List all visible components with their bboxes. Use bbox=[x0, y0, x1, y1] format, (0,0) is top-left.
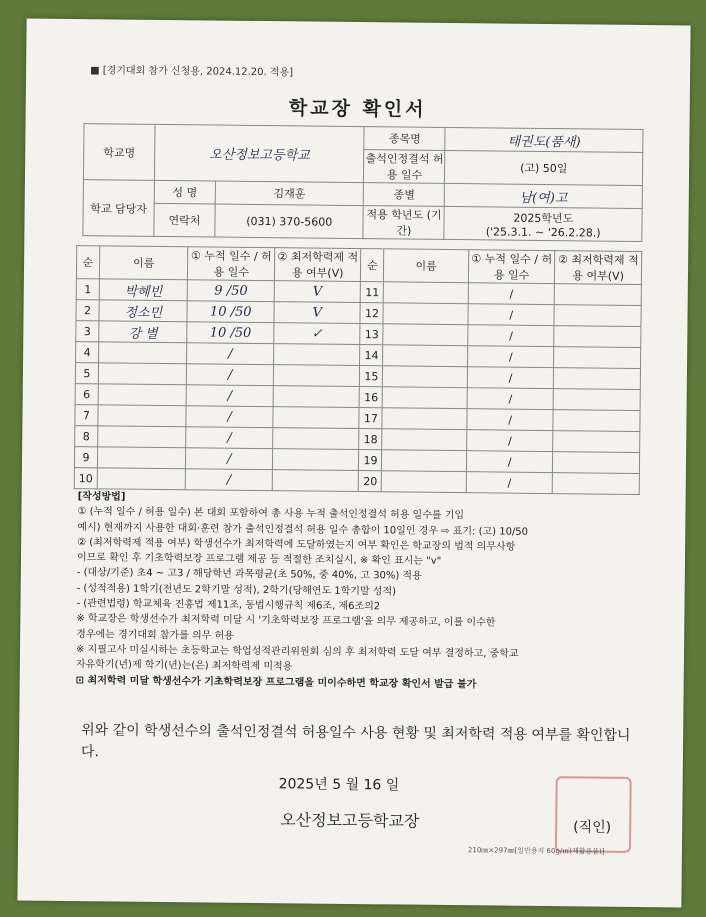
col-no: 순 bbox=[76, 246, 99, 279]
instruction-line: 경우에는 경기대회 참가를 의무 허용 bbox=[76, 628, 234, 642]
gender-label: 종별 bbox=[364, 183, 445, 207]
student-check bbox=[273, 407, 360, 429]
student-days: 10 /50 bbox=[187, 301, 274, 323]
seal-stamp bbox=[555, 776, 632, 853]
student-days-right: / bbox=[468, 283, 555, 305]
student-days: 10 /50 bbox=[187, 322, 274, 344]
row-no: 6 bbox=[75, 384, 98, 405]
student-name-right bbox=[383, 303, 468, 325]
row-no: 4 bbox=[76, 342, 99, 363]
row-no: 7 bbox=[75, 405, 98, 426]
info-table bbox=[82, 123, 643, 242]
student-days: / bbox=[186, 448, 273, 470]
student-check bbox=[273, 344, 360, 366]
student-name bbox=[98, 405, 187, 427]
row-no-right: 12 bbox=[360, 303, 383, 324]
student-days-right: / bbox=[467, 388, 554, 410]
student-days-right: / bbox=[467, 367, 554, 389]
paper-spec: 210㎜×297㎜[일반용지 60g/㎡(재활용품)] bbox=[467, 846, 605, 856]
row-no-right: 20 bbox=[359, 471, 382, 492]
contact-label: 연락처 bbox=[154, 203, 215, 237]
student-check-right bbox=[554, 326, 641, 348]
warning-note: ⊡ 최저학력 미달 학생선수가 기초학력보장 프로그램을 미이수하면 학교장 확인서 발급 불가 bbox=[75, 674, 477, 690]
name-value: 김재훈 bbox=[215, 181, 364, 206]
student-name: 정소민 bbox=[99, 300, 188, 322]
student-name: 강 별 bbox=[99, 321, 188, 343]
student-days-right: / bbox=[466, 451, 553, 473]
student-check bbox=[272, 449, 359, 471]
student-check-right bbox=[554, 347, 641, 369]
seal-label: (직인) bbox=[573, 819, 612, 836]
student-days: / bbox=[186, 406, 273, 428]
student-days-right: / bbox=[468, 325, 555, 347]
instruction-line: - (대상/기준) 초4 ~ 고3 / 해당학년 과목평균(초 50%, 중 40%, 고 30%) 적용 bbox=[76, 567, 422, 583]
col-min-right: ② 최저학력제 적용 여부(V) bbox=[555, 251, 642, 285]
row-no-right: 13 bbox=[360, 324, 383, 345]
student-check bbox=[273, 365, 360, 387]
instruction-line: 자유학기(년)제 학기(년)는(은) 최저학력제 미적용 bbox=[75, 659, 293, 673]
page-title: 학교장 확인서 bbox=[288, 97, 427, 121]
student-name: 박혜빈 bbox=[99, 279, 188, 301]
student-check bbox=[272, 470, 359, 492]
student-name-right bbox=[382, 429, 467, 451]
row-no: 9 bbox=[74, 447, 97, 468]
instruction-line: - (관련법령) 학교체육 진흥법 제11조, 동법시행규칙 제6조, 제6조의2 bbox=[76, 598, 381, 613]
gender-value: 남(여)고 bbox=[445, 183, 643, 208]
document-page bbox=[17, 19, 690, 908]
student-check bbox=[273, 428, 360, 450]
student-days: / bbox=[187, 343, 274, 365]
student-check: V bbox=[274, 281, 361, 303]
col-name: 이름 bbox=[99, 246, 188, 280]
student-check-right bbox=[555, 284, 642, 306]
student-name bbox=[97, 447, 186, 469]
instruction-line: 이므로 확인 후 기초학력보장 프로그램 제공 등 적절한 조치실시, ※ 확인 표시는 "v" bbox=[76, 552, 442, 568]
instruction-line: 예시) 현재까지 사용한 대회·훈련 참가 출석인정결석 허용 일수 총합이 10일인 경우 ⇨ 표기: (고) 10/50 bbox=[77, 521, 529, 538]
student-name-right bbox=[383, 387, 468, 409]
row-no-right: 18 bbox=[359, 429, 382, 450]
name-label: 성 명 bbox=[154, 180, 215, 204]
issue-date: 2025년 5 월 16 일 bbox=[278, 776, 400, 794]
student-days: / bbox=[187, 364, 274, 386]
row-no-right: 14 bbox=[360, 345, 383, 366]
row-no-right: 19 bbox=[359, 450, 382, 471]
student-name bbox=[98, 384, 187, 406]
col-days-right: ① 누적 일수 / 허용 일수 bbox=[468, 250, 555, 284]
student-days-right: / bbox=[467, 409, 554, 431]
student-days: 9 /50 bbox=[188, 280, 275, 302]
principal-name: 오산정보고등학교장 bbox=[280, 810, 420, 831]
student-check-right bbox=[553, 410, 640, 432]
student-name-right bbox=[383, 324, 468, 346]
student-check-right bbox=[553, 431, 640, 453]
row-no: 10 bbox=[74, 468, 97, 489]
row-no-right: 17 bbox=[359, 408, 382, 429]
student-name bbox=[98, 426, 187, 448]
col-min: ② 최저학력제 적용 여부(V) bbox=[274, 248, 361, 282]
row-no-right: 11 bbox=[361, 282, 384, 303]
student-name bbox=[97, 468, 186, 490]
staff-label: 학교 담당자 bbox=[83, 180, 155, 237]
student-days-right: / bbox=[467, 430, 554, 452]
year-label: 적용 학년도 (기간) bbox=[363, 206, 444, 240]
year-cell: 2025학년도 ('25.3.1. ~ '26.2.28.) bbox=[444, 206, 642, 241]
student-days: / bbox=[186, 469, 273, 491]
student-name-right bbox=[384, 282, 469, 304]
event-value: 태권도(품새) bbox=[445, 127, 643, 152]
event-label: 종목명 bbox=[364, 127, 445, 151]
instruction-line: ※ 학교장은 학생선수가 최저학력 미달 시 '기초학력보장 프로그램'을 의무 제공하고, 이를 이수한 bbox=[76, 613, 496, 629]
student-name-right bbox=[383, 345, 468, 367]
student-check-right bbox=[554, 368, 641, 390]
roster-table bbox=[74, 245, 643, 495]
days-label: 출석인정결석 허용 일수 bbox=[364, 150, 445, 184]
row-no: 2 bbox=[76, 300, 99, 321]
student-name bbox=[98, 342, 187, 364]
student-check-right bbox=[553, 473, 640, 495]
days-value: (고) 50일 bbox=[445, 150, 643, 185]
instructions-heading: [작성방법] bbox=[77, 491, 126, 503]
col-name-right: 이름 bbox=[384, 249, 469, 283]
student-days-right: / bbox=[467, 346, 554, 368]
col-no-right: 순 bbox=[361, 249, 384, 282]
instruction-line: ① (누적 일수 / 허용 일수) 본 대회 포함하여 총 사용 누적 출석인정결석 허용 일수를 기입 bbox=[77, 506, 465, 522]
header-note: ■ [경기대회 참가 신청용, 2024.12.20. 적용] bbox=[90, 65, 294, 79]
student-days: / bbox=[186, 427, 273, 449]
student-name-right bbox=[382, 471, 467, 493]
instruction-line: ② (최저학력제 적용 여부) 학생선수가 최저학력에 도달하였는지 여부 확인은 학교장의 법적 의무사항 bbox=[77, 536, 516, 553]
school-value: 오산정보고등학교 bbox=[154, 124, 364, 182]
row-no-right: 15 bbox=[360, 366, 383, 387]
row-no-right: 16 bbox=[360, 387, 383, 408]
row-no: 8 bbox=[75, 426, 98, 447]
instruction-line: ※ 지필고사 미실시하는 초등학교는 학업성적관리위원회 심의 후 최저학력 도달 여부 결정하고, 중학교 bbox=[75, 644, 519, 660]
student-name-right bbox=[382, 450, 467, 472]
student-check bbox=[273, 386, 360, 408]
student-check: ✓ bbox=[274, 323, 361, 345]
col-days: ① 누적 일수 / 허용 일수 bbox=[188, 247, 275, 281]
student-check: V bbox=[274, 302, 361, 324]
student-check-right bbox=[553, 389, 640, 411]
instruction-line: - (성적적용) 1학기(전년도 2학기말 성적), 2학기(당해연도 1학기말 성적) bbox=[76, 582, 397, 598]
row-no: 1 bbox=[76, 279, 99, 300]
instructions bbox=[76, 489, 648, 694]
student-check-right bbox=[554, 305, 641, 327]
confirmation-text: 위와 같이 학생선수의 출석인정결석 허용일수 사용 현황 및 최저학력 적용 여부를 확인합니다. bbox=[80, 722, 631, 761]
row-no: 3 bbox=[76, 321, 99, 342]
student-days-right: / bbox=[468, 304, 555, 326]
student-name-right bbox=[383, 366, 468, 388]
student-days: / bbox=[187, 385, 274, 407]
school-label: 학교명 bbox=[83, 124, 155, 181]
student-name bbox=[98, 363, 187, 385]
contact-value: (031) 370-5600 bbox=[215, 204, 364, 239]
student-name-right bbox=[382, 408, 467, 430]
student-check-right bbox=[553, 452, 640, 474]
student-days-right: / bbox=[466, 472, 553, 494]
row-no: 5 bbox=[75, 363, 98, 384]
